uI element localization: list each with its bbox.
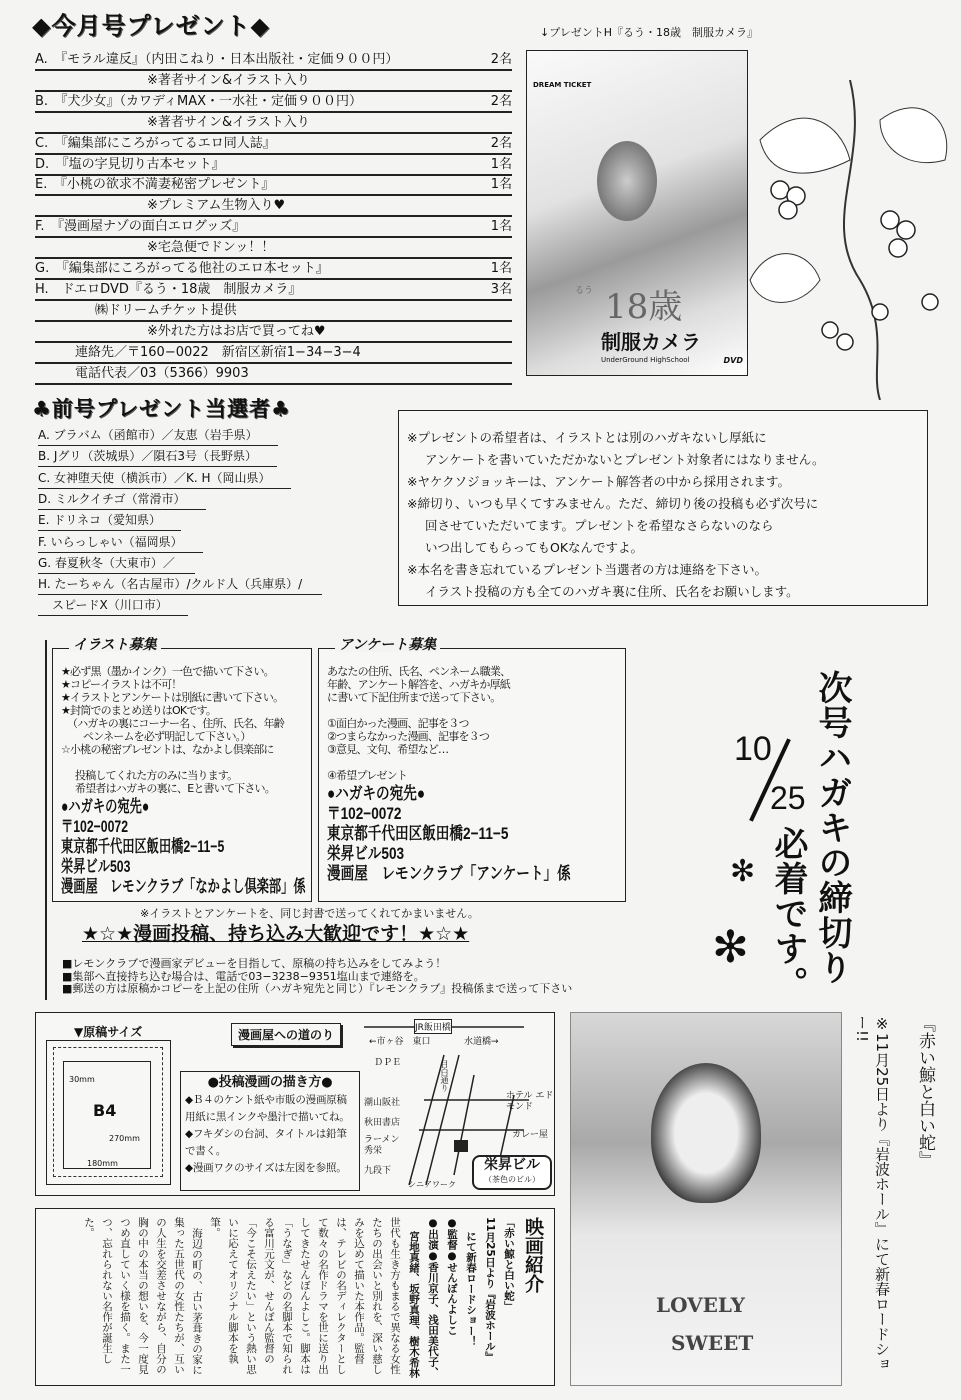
shirt-text-1: LOVELY [656,1293,745,1317]
side-note-title: 『赤い鯨と白い蛇』 [915,1015,935,1168]
notice-box [398,410,928,606]
winner-item: A. ブラバム（函館市）／友恵（岩手県） [38,426,278,446]
dvd-title: 制服カメラ [601,330,701,354]
movie-box [35,1208,555,1386]
survey-address-line: 東京都千代田区飯田橋2−11−5 [327,824,509,843]
survey-box [318,637,626,902]
illust-line: 投稿してくれた方のみに当ります。 [75,769,238,782]
map-label-hotel: ホテル エドモンド [506,1091,554,1112]
prize-note: ※プレミアム生物入り♥ [147,198,286,214]
survey-line: ①面白かった漫画、記事を３つ [327,717,469,730]
movie-info-column: ●出演●香川京子、浅田美代子、 [427,1217,439,1378]
illust-line [61,756,307,769]
asterisk-icon: ✻ [730,854,756,889]
winner-item: スピードX（川口市） [38,596,188,616]
deadline-month: 10 [734,730,772,768]
survey-line [327,704,621,717]
prize-name: H. ドエロDVD『るう・18歳 制服カメラ』 [35,281,302,297]
movie-info-column: 11月25日より『岩波ホール』 [484,1217,496,1362]
shirt-text-2: SWEET [671,1331,754,1355]
winner-item: G. 春夏秋冬（大東市）／ [38,554,195,574]
prize-count: 1名 [490,177,512,193]
notice-line: いつ出してもらってもOKなんですよ。 [425,540,644,555]
prize-note: ※著者サイン&イラスト入り [147,114,310,130]
howto-line: ◆Ｂ４のケント紙や市販の漫画原稿用紙に黒インクや墨汁で描いてね。 [185,1094,350,1123]
b4-label: B4 [93,1101,117,1120]
winner-item: H. たーちゃん（名古屋市）/クルド人（兵庫県）/ [38,575,322,595]
map-label-east: 水道橋→ [464,1037,499,1047]
manga-banner: ★☆★漫画投稿、持ち込み大歓迎です！★☆★ [82,923,470,945]
illust-address-line: 〒102−0072 [61,817,129,836]
dvd-brand: DREAM TICKET [533,81,592,89]
prize-row [35,238,512,259]
illust-address-line: 東京都千代田区飯田橋2−11−5 [61,837,225,856]
manga-instructions [62,958,572,996]
prize-row [35,175,512,196]
prize-row [35,364,512,385]
prize-name: D. 『塩の字見切り古本セット』 [35,156,225,172]
map-label-book: 秋田書店 [364,1118,401,1128]
side-note-text: ※11月25日より『岩波ホール』にて新春ロードショー!! [853,1015,891,1372]
prize-row [35,134,512,155]
map-label-ramen: ラーメン 秀栄 [364,1135,400,1156]
dvd-subtitle: UnderGround HighSchool [601,356,690,364]
survey-address-line: ●ハガキの宛先● [327,784,426,803]
prize-count: 1名 [490,219,512,235]
manga-line: ■集部へ直接持ち込む場合は、電話で03−3238−9351塩山まで連絡を。 [62,969,425,983]
present-title: ◆今月号プレゼント◆ [32,12,270,40]
asterisk-icon: ✻ [712,922,749,973]
prize-count: 1名 [490,156,512,172]
notice-line: ※本名を書き忘れているプレゼント当選者の方は連絡を下さい。 [407,562,767,577]
prize-row [35,50,512,71]
survey-line: ③意見、文句、希望など… [327,743,449,756]
dvd-cover-image [526,50,748,376]
guide-box [35,1012,555,1196]
movie-info-column: にて新春ロードショー！ [465,1231,477,1347]
divider [45,640,47,1000]
prize-row [35,155,512,176]
prize-row [35,71,512,92]
prize-row [35,92,512,113]
dvd-model-name: るう [575,286,594,296]
illust-address-line: 漫画屋 レモンクラブ「なかよし倶楽部」係 [61,877,306,896]
prize-name: E. 『小桃の欲求不満妻秘密プレゼント』 [35,177,275,193]
size-diagram [46,1040,171,1185]
prize-row [35,113,512,134]
movie-body-2: 海辺の町の、古い茅葺きの家に集った五世代の女性たちが、互いの人生を交差させながら、自分の胸の中の本当の想いを、今一度見つめ直していく様を描く。また一つ、忘れられない名作が誕生した。 [83,1217,203,1375]
prize-name: G. 『編集部にころがってる他社のエロ本セット』 [35,261,329,276]
winner-item: F. いらっしゃい（福岡県） [38,533,203,553]
howto-title: ●投稿漫画の描き方● [207,1075,333,1090]
movie-info-column: 宮地真緒、坂野真理、樹木希林 [408,1231,420,1378]
map-title: 漫画屋への道のり [231,1023,341,1046]
survey-address-line: 〒102−0072 [327,804,402,823]
actress-photo [570,1012,842,1386]
winner-item: C. 女神堕天使（横浜市）／K. H（岡山県） [38,469,291,489]
survey-line: に書いて下記住所まで送って下さい。 [327,691,501,704]
survey-line: あなたの住所、氏名、ペンネーム職業、 [327,665,511,678]
illust-address-line: 栄昇ビル503 [61,857,131,876]
notice-line: アンケートを書いていただかないとプレゼント対象者にはなりません。 [425,452,825,467]
illust-line: ★イラストとアンケートは別紙に書いて下さい。 [61,691,284,704]
prize-row [35,343,512,364]
map-label-station: JR飯田橋 [414,1019,452,1034]
map-label-curry: カレー屋 [512,1130,549,1140]
notice-line: 回させていただいてます。プレゼントを希望なさらないのなら [425,518,774,533]
manga-line: ■郵送の方は原稿かコピーを上記の住所（ハガキ宛先と同じ）『レモンクラブ』投稿係まで送って下さい [62,982,573,995]
prize-name: A. 『モラル違反』（内田こねり・日本出版社・定価９００円） [35,52,399,67]
prize-count: 3名 [490,281,512,297]
illust-address-line: ●ハガキの宛先● [61,797,150,816]
dim-180: 180mm [87,1159,118,1168]
prize-note: ※宅急便でドンッ！！ [147,240,275,256]
prize-count: 2名 [490,135,512,151]
illust-legend: イラスト募集 [69,639,161,652]
prize-count: 2名 [490,93,512,109]
dvd-age: 18歳 [605,287,683,327]
illust-line: ペンネームを必ず明記して下さい。） [83,730,251,743]
map-label-kudan: 九段下 [364,1166,392,1176]
prize-row [35,196,512,217]
howto-box [180,1071,360,1191]
dim-30: 30mm [69,1075,95,1084]
movie-body-1: 世代も生き方もまるで異なる女性たちの出会いと別れを、深い慈しみを込めて描いた本作品。監督は、テレビの名ディレクターとして数々の名作ドラマを世に送り出してきたせんぼんよしこ。脚本は「うなぎ」などの名脚本で知られる富川元文が、せんぼん監督の「今こそ伝えたい」という熱い思いに応えてオリジナル脚本を執筆。 [209,1217,401,1375]
notice-line: ※ヤケクソジョッキーは、アンケート解答者の中から採用されます。 [407,474,790,489]
map-label-street: 目白通り [440,1060,449,1092]
prize-sub: ㈱ドリームチケット提供 [95,302,237,318]
deadline-text2: 必着です。 [768,826,808,1001]
notice-line: ※締切り、いつも早くてすみません。ただ、締切り後の投稿も必ず次号に [407,496,819,511]
map-building [472,1155,552,1190]
illust-line: ★封筒でのまとめ送りはOKです。 [61,704,217,717]
map-label-west: ←市ヶ谷 東口 [369,1037,431,1047]
survey-line: ④希望プレゼント [327,769,408,782]
illust-line: ★コピーイラストは不可！ [61,678,182,691]
map-label-senior: シニアワーク [408,1180,456,1189]
prize-count: 1名 [490,261,512,276]
illust-line: ★必ず黒（墨かインク）一色で描いて下さい。 [61,665,274,678]
notice-line: イラスト投稿の方も全てのハガキ裏に住所、氏名をお願いします。 [425,584,799,599]
manga-line: ■レモンクラブで漫画家デビューを目指して、原稿の持ち込みをしてみよう！ [62,957,447,970]
prize-row [35,217,512,238]
movie-info-column: ●監督●せんぼんよしこ [446,1217,458,1336]
illust-line: 希望者はハガキの裏に、Eと書いて下さい。 [75,782,275,795]
winner-item: B. Jグリ（茨城県）／隕石3号（長野県） [38,447,277,467]
winner-item: E. ドリネコ（愛知県） [38,511,181,531]
howto-line: ◆漫画ワクのサイズは左図を参照。 [185,1162,347,1174]
deadline-day: 25 [770,780,806,816]
prize-count: 2名 [490,52,512,67]
prize-row [35,259,512,280]
howto-line: ◆フキダシの台詞、タイトルは鉛筆で書く。 [185,1128,347,1157]
survey-address-line: 漫画屋 レモンクラブ「アンケート」係 [327,864,571,883]
illust-box [52,637,312,902]
prize-row [35,322,512,343]
movie-heading: 映画紹介 [522,1217,544,1293]
map [364,1015,554,1193]
map-label-dpe: ＤＰＥ [374,1058,402,1068]
survey-address-line: 栄昇ビル503 [327,844,405,863]
dvd-model-photo [597,141,657,221]
survey-line [327,756,621,769]
dvd-logo: DVD [723,356,743,365]
same-envelope-note: ※イラストとアンケートを、同じ封書で送ってくれてかまいません。 [140,907,479,920]
winners-title: ♣前号プレゼント当選者♣ [32,397,291,421]
prize-name: C. 『編集部にころがってるエロ同人誌』 [35,135,276,151]
prize-note: ※著者サイン&イラスト入り [147,72,310,88]
deadline-text: 次号ハガキの締切り [812,670,852,985]
illust-line: （ハガキの裏にコーナー名 、住所、氏名、年齢 [67,717,284,730]
illust-line: ☆小桃の秘密プレゼントは、なかよし倶楽部に [61,743,274,756]
survey-line: ②つまらなかった漫画、記事を３つ [327,730,490,743]
grape-vine-illustration [730,80,960,400]
prize-sub: 電話代表／03（5366）9903 [75,365,249,381]
prize-sub: 連絡先／〒160−0022 新宿区新宿1−34−3−4 [75,344,361,360]
winner-item: D. ミルクイチゴ（常滑市） [38,490,206,510]
movie-info-column: 「赤い鯨と白い蛇」 [503,1217,515,1312]
prize-row [35,301,512,322]
map-label-pub: 潮山阪社 [364,1098,401,1108]
prize-row [35,280,512,301]
survey-line: 年齢、アンケート解答を、ハガキか厚紙 [327,678,510,691]
prize-note: ※外れた方はお店で買ってね♥ [147,323,326,339]
dim-270: 270mm [109,1134,140,1143]
map-label-bldg: 栄昇ビル [484,1157,540,1173]
survey-legend: アンケート募集 [335,639,440,652]
map-label-bldg-note: （茶色のビル） [484,1175,540,1184]
prize-name: B. 『犬少女』（カワディMAX・一水社・定価９００円） [35,93,363,109]
notice-line: ※プレゼントの希望者は、イラストとは別のハガキないし厚紙に [407,430,767,445]
dvd-caption: ↓プレゼントH『るう・18歳 制服カメラ』 [540,26,759,39]
size-title: ▼原稿サイズ [74,1025,143,1039]
prize-name: F. 『漫画屋ナゾの面白エログッズ』 [35,219,246,235]
